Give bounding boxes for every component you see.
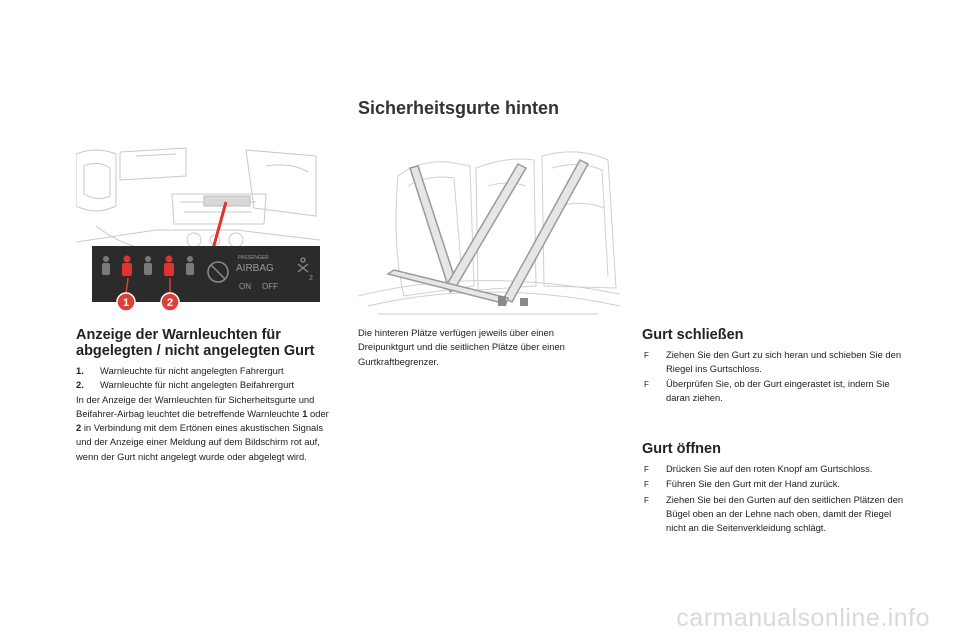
dashboard-warning-lamp-figure (76, 146, 320, 316)
paragraph-ref: 1 (302, 407, 308, 419)
fasten-belt-steps (644, 348, 906, 405)
unfasten-belt-steps (644, 462, 906, 535)
list-item (644, 462, 906, 477)
fasten-belt-heading: Gurt schließen (642, 327, 744, 343)
panel-label-off: OFF (262, 282, 278, 291)
page-title: Sicherheitsgurte hinten (358, 98, 560, 118)
left-belt (410, 166, 458, 292)
warning-lamp-heading-line1: Anzeige der Warnleuchten für (76, 327, 281, 343)
panel-small-number: 2 (309, 275, 313, 282)
item-number: 1. (76, 365, 84, 376)
item-text: Warnleuchte für nicht angelegten Fahrergurt (100, 365, 284, 376)
warning-lamp-heading (76, 327, 314, 359)
belt-buckle (498, 296, 506, 306)
list-item (644, 377, 906, 406)
step-text: Führen Sie den Gurt mit der Hand zurück. (666, 478, 841, 490)
callout-2-label: 2 (166, 297, 174, 309)
paragraph-text: in Verbindung mit dem Ertönen eines akustischen Signals und der Anzeige einer Meldung auf dem Bildschirm rot auf, wenn der Gurt nicht angelegt wurde oder abgelegt wird. (76, 422, 324, 462)
list-item (76, 364, 334, 378)
list-item (644, 493, 906, 536)
panel-label-on: ON (239, 282, 251, 291)
list-item (644, 348, 906, 377)
bullet-icon: F (644, 351, 649, 360)
warning-lamp-heading-line2: abgelegten / nicht angelegten Gurt (76, 343, 315, 359)
rear-seatbelts-figure (358, 146, 620, 318)
unfasten-belt-heading: Gurt öffnen (642, 441, 721, 457)
bullet-icon: F (644, 465, 649, 474)
item-number: 2. (76, 379, 84, 391)
step-text: Drücken Sie auf den roten Knopf am Gurtschloss. (666, 463, 873, 474)
panel-label-passenger: PASSENGER (238, 255, 269, 261)
paragraph-ref: 2 (76, 422, 82, 434)
belt-buckle (520, 298, 528, 306)
list-item (76, 378, 334, 392)
warning-lamp-paragraph (76, 393, 334, 464)
panel-label-airbag: AIRBAG (236, 263, 274, 274)
item-text: Warnleuchte für nicht angelegten Beifahrergurt (100, 379, 295, 391)
step-text: Überprüfen Sie, ob der Gurt eingerastet ist, indem Sie daran ziehen. (666, 377, 890, 403)
bullet-icon: F (644, 480, 649, 490)
paragraph-text: In der Anzeige der Warnleuchten für Sicherheitsgurte und Beifahrer-Airbag leuchtet die betreffende Warnleuchte (76, 393, 315, 419)
callout-1-label: 1 (122, 297, 130, 309)
paragraph-text: oder (307, 407, 329, 419)
bullet-icon: F (644, 495, 649, 505)
step-text: Ziehen Sie den Gurt zu sich heran und schieben Sie den Riegel ins Gurtschloss. (666, 349, 902, 375)
warning-lamp-text (76, 364, 334, 464)
step-text: Ziehen Sie bei den Gurten auf den seitlichen Plätzen den Bügel oben an der Lehne nach oben, damit der Riegel nicht an die Seitenverkleidung schlägt. (666, 493, 904, 534)
rear-seats-intro: Die hinteren Plätze verfügen jeweils über einen Dreipunktgurt und die seitlichen Plätze über einen Gurtkraftbegrenzer. (358, 327, 565, 367)
bullet-icon: F (644, 379, 649, 389)
watermark: carmanualsonline.info (676, 604, 930, 632)
list-item (644, 477, 906, 492)
